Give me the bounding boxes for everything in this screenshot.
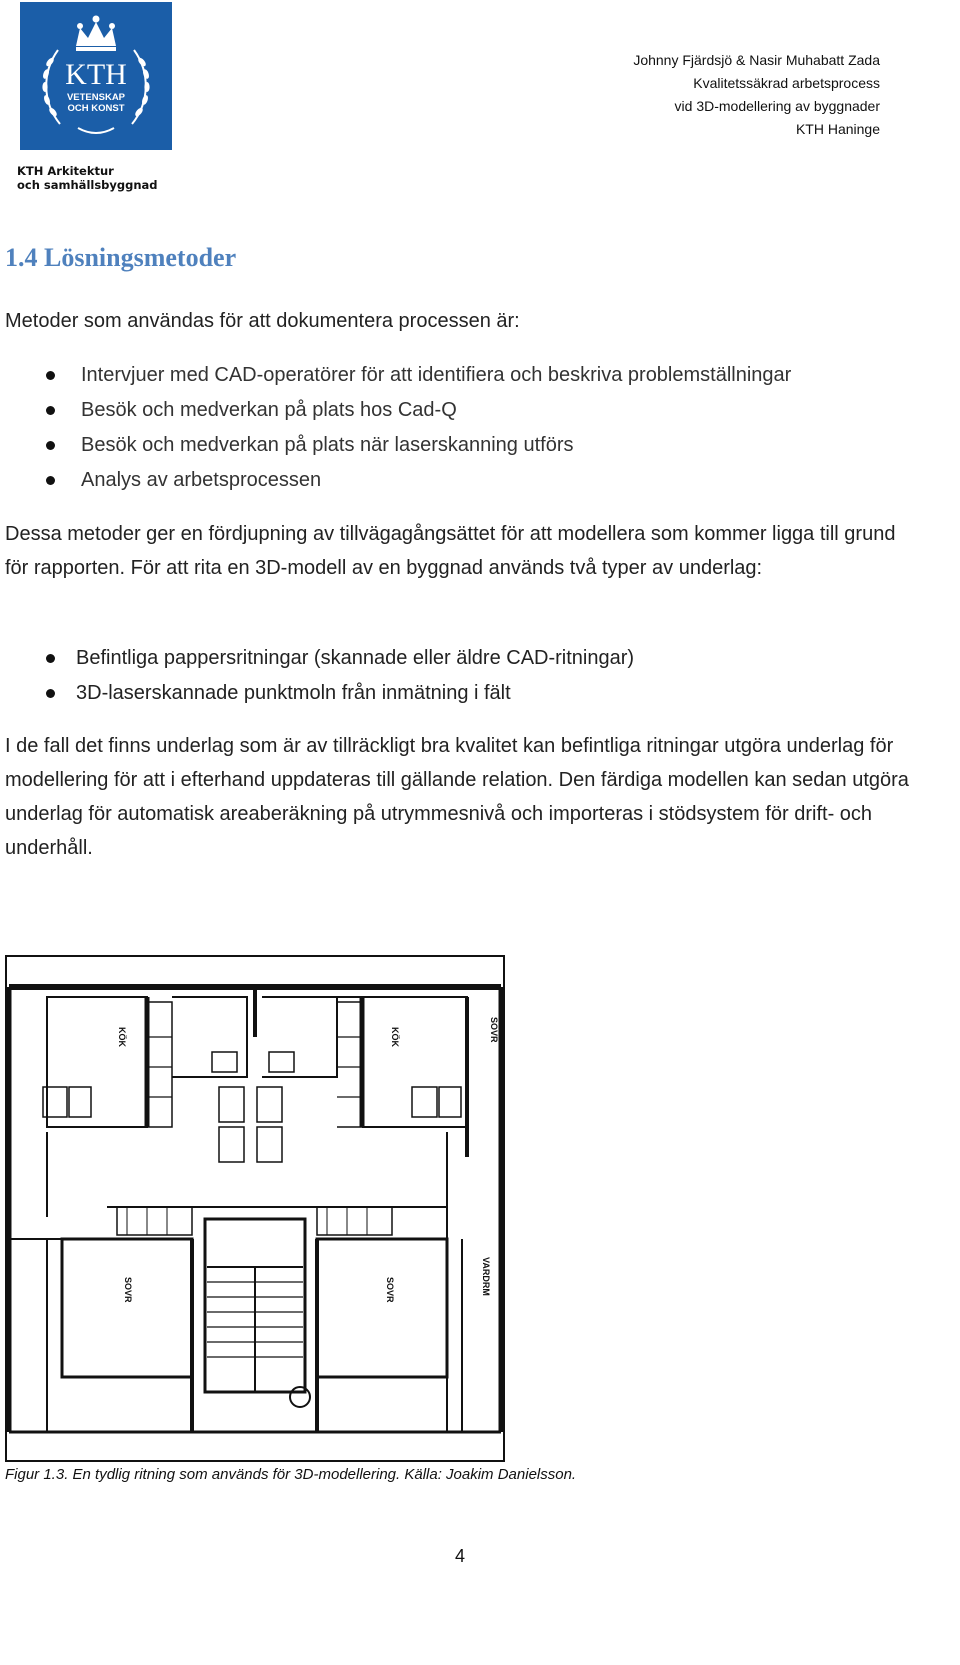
logo-wordmark: KTH — [65, 58, 127, 91]
list-item: Intervjuer med CAD-operatörer för att identifiera och beskriva problemställningar — [42, 358, 791, 393]
room-label: KÖK — [117, 1027, 127, 1047]
intro-paragraph: Metoder som användas för att dokumentera processen är: — [5, 310, 520, 332]
list-item: 3D-laserskannade punktmoln från inmätning i fält — [42, 676, 634, 711]
logo-line1: VETENSKAP — [66, 92, 126, 103]
room-label: SOVR — [489, 1017, 499, 1043]
body-paragraph-2: Dessa metoder ger en fördjupning av tillvägagångsättet för att modellera som kommer ligga till grund för rapporten. För att rita en 3D-modell av en byggnad används två typer av underlag: — [5, 523, 896, 579]
department-line2: och samhällsbyggnad — [17, 178, 158, 192]
kth-emblem-icon — [20, 2, 172, 150]
department-name — [17, 164, 158, 192]
section-heading: 1.4 Lösningsmetoder — [5, 243, 237, 272]
room-label: VARDRM — [481, 1257, 491, 1296]
room-label: KÖK — [390, 1027, 400, 1047]
underlag-list — [42, 641, 634, 711]
floor-plan-figure — [5, 955, 505, 1462]
header-title-line1: Kvalitetssäkrad arbetsprocess — [693, 75, 880, 91]
list-item: Befintliga pappersritningar (skannade eller äldre CAD-ritningar) — [42, 641, 634, 676]
header-authors: Johnny Fjärdsjö & Nasir Muhabatt Zada — [633, 52, 880, 68]
page-number: 4 — [454, 1546, 465, 1566]
floor-plan-drawing — [7, 957, 503, 1460]
header-school: KTH Haninge — [795, 121, 880, 137]
department-line1: KTH Arkitektur — [17, 164, 114, 178]
room-label: SOVR — [123, 1277, 133, 1303]
page-header — [633, 49, 880, 141]
list-item: Besök och medverkan på plats när laserskanning utförs — [42, 428, 791, 463]
body-paragraph-3: I de fall det finns underlag som är av tillräckligt bra kvalitet kan befintliga ritningar utgöra underlag för modellering för att i efterhand uppdateras till gällande relation. Den färdiga modellen kan sedan utgöra underlag för automatisk areaberäkning på utrymmesnivå och importeras i stödsystem för drift- och underhåll. — [5, 735, 909, 859]
list-item: Besök och medverkan på plats hos Cad-Q — [42, 393, 791, 428]
room-label: SOVR — [385, 1277, 395, 1303]
header-title-line2: vid 3D-modellering av byggnader — [674, 98, 880, 114]
figure-caption: Figur 1.3. En tydlig ritning som används för 3D-modellering. Källa: Joakim Danielsson. — [5, 1466, 577, 1483]
methods-list — [42, 358, 791, 498]
kth-logo — [20, 2, 172, 150]
list-item: Analys av arbetsprocessen — [42, 463, 791, 498]
logo-line2: OCH KONST — [67, 103, 125, 114]
